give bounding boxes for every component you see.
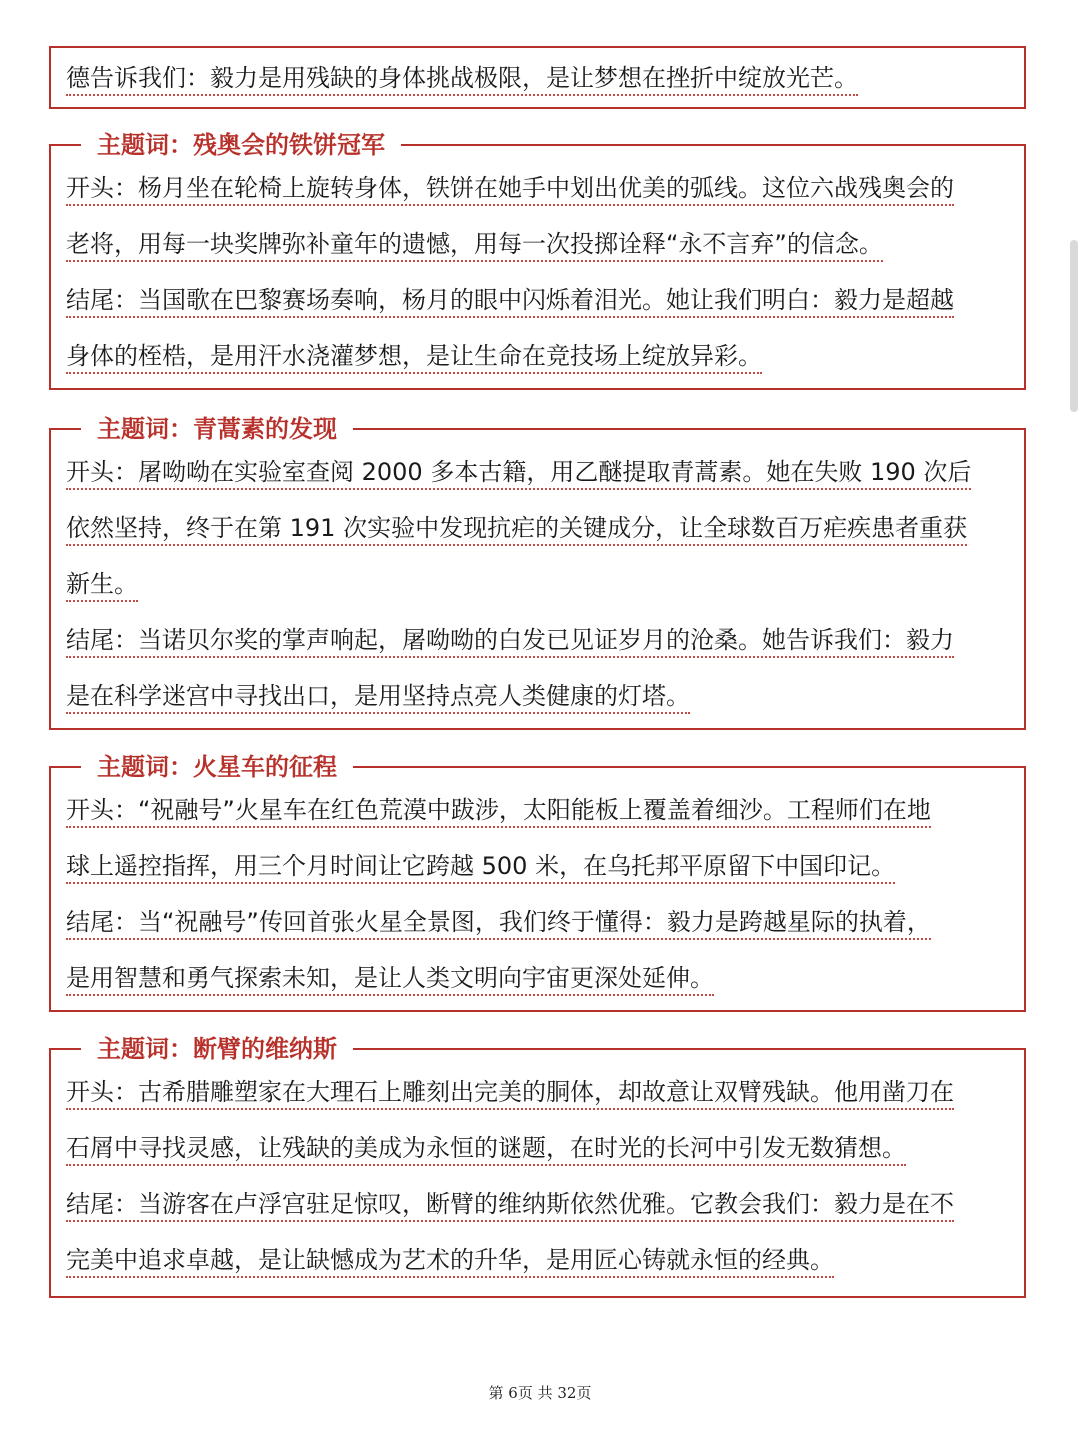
section-box-continued xyxy=(49,46,1026,109)
paragraph-ending xyxy=(66,894,1024,1006)
section-box-artemisinin xyxy=(49,415,1026,730)
paragraph-opening xyxy=(66,444,1024,612)
section-content xyxy=(51,48,1024,106)
paragraph-opening xyxy=(66,1064,1024,1176)
paragraph-opening xyxy=(66,160,1024,272)
section-box-mars-rover xyxy=(49,753,1026,1012)
section-content xyxy=(51,430,1024,724)
text-line: 是用智慧和勇气探索未知，是让人类文明向宇宙更深处延伸。 xyxy=(66,964,714,996)
text-line: 结尾：当“祝融号”传回首张火星全景图，我们终于懂得：毅力是跨越星际的执着， xyxy=(66,908,931,940)
paragraph-ending xyxy=(66,272,1024,384)
paragraph xyxy=(66,50,1024,106)
text-line: 是在科学迷宫中寻找出口，是用坚持点亮人类健康的灯塔。 xyxy=(66,682,690,714)
section-title: 主题词：火星车的征程 xyxy=(81,752,353,782)
text-line: 球上遥控指挥，用三个月时间让它跨越 500 米，在乌托邦平原留下中国印记。 xyxy=(66,852,895,884)
section-box-venus-de-milo xyxy=(49,1035,1026,1298)
text-line: 依然坚持，终于在第 191 次实验中发现抗疟的关键成分，让全球数百万疟疾患者重获 xyxy=(66,514,967,546)
paragraph-opening xyxy=(66,782,1024,894)
scrollbar-thumb[interactable] xyxy=(1070,240,1078,412)
section-content xyxy=(51,768,1024,1006)
text-line: 老将，用每一块奖牌弥补童年的遗憾，用每一次投掷诠释“永不言弃”的信念。 xyxy=(66,230,883,262)
section-box-discus-champion xyxy=(49,131,1026,390)
section-title: 主题词：青蒿素的发现 xyxy=(81,414,353,444)
paragraph-ending xyxy=(66,612,1024,724)
text-line: 结尾：当游客在卢浮宫驻足惊叹，断臂的维纳斯依然优雅。它教会我们：毅力是在不 xyxy=(66,1190,954,1222)
text-line: 德告诉我们：毅力是用残缺的身体挑战极限，是让梦想在挫折中绽放光芒。 xyxy=(66,64,858,96)
section-content xyxy=(51,146,1024,384)
paragraph-ending xyxy=(66,1176,1024,1288)
section-title: 主题词：断臂的维纳斯 xyxy=(81,1034,353,1064)
page-number-footer: 第 6页 共 32页 xyxy=(488,1384,592,1402)
text-line: 开头：杨月坐在轮椅上旋转身体，铁饼在她手中划出优美的弧线。这位六战残奥会的 xyxy=(66,174,954,206)
section-title: 主题词：残奥会的铁饼冠军 xyxy=(81,130,401,160)
text-line: 身体的桎梏，是用汗水浇灌梦想，是让生命在竞技场上绽放异彩。 xyxy=(66,342,762,374)
text-line: 石屑中寻找灵感，让残缺的美成为永恒的谜题，在时光的长河中引发无数猜想。 xyxy=(66,1134,906,1166)
text-line: 开头：古希腊雕塑家在大理石上雕刻出完美的胴体，却故意让双臂残缺。他用凿刀在 xyxy=(66,1078,954,1110)
text-line: 完美中追求卓越，是让缺憾成为艺术的升华，是用匠心铸就永恒的经典。 xyxy=(66,1246,834,1278)
text-line: 新生。 xyxy=(66,570,138,602)
section-content xyxy=(51,1050,1024,1288)
text-line: 结尾：当诺贝尔奖的掌声响起，屠呦呦的白发已见证岁月的沧桑。她告诉我们：毅力 xyxy=(66,626,954,658)
text-line: 开头：屠呦呦在实验室查阅 2000 多本古籍，用乙醚提取青蒿素。她在失败 190 次后 xyxy=(66,458,971,490)
text-line: 开头：“祝融号”火星车在红色荒漠中跋涉，太阳能板上覆盖着细沙。工程师们在地 xyxy=(66,796,931,828)
text-line: 结尾：当国歌在巴黎赛场奏响，杨月的眼中闪烁着泪光。她让我们明白：毅力是超越 xyxy=(66,286,954,318)
